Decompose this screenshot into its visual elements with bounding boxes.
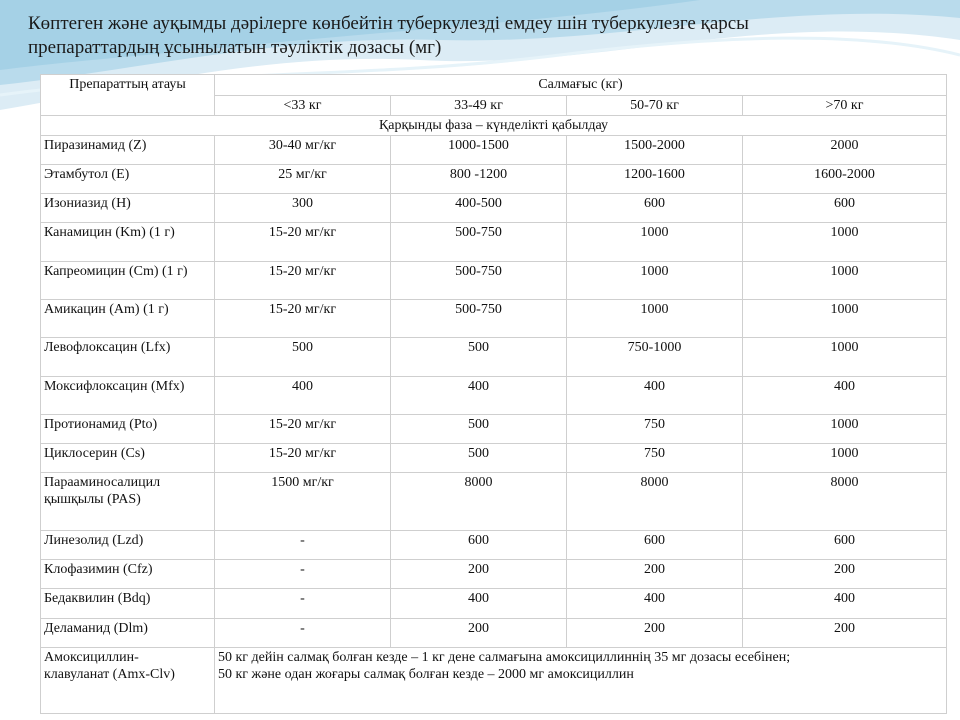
dose-cell: 15-20 мг/кг [215, 444, 391, 473]
dose-cell: - [215, 619, 391, 648]
drug-name: Амикацин (Am) (1 г) [41, 300, 215, 338]
dose-cell: 1000 [743, 338, 947, 377]
dose-cell: - [215, 531, 391, 560]
dose-cell: 15-20 мг/кг [215, 415, 391, 444]
dose-cell: 750-1000 [567, 338, 743, 377]
dose-cell: 8000 [743, 473, 947, 531]
drug-name-line-1: Парааминосалицил [44, 475, 161, 490]
dose-cell: 1500-2000 [567, 136, 743, 165]
drug-name-line-1: Амоксициллин- [44, 650, 139, 665]
table-row [41, 415, 947, 444]
dose-cell: 1600-2000 [743, 165, 947, 194]
dose-cell: 600 [743, 531, 947, 560]
dose-cell: 30-40 мг/кг [215, 136, 391, 165]
dose-cell: 500 [391, 415, 567, 444]
dose-cell: 1000 [743, 300, 947, 338]
dose-cell: 200 [743, 619, 947, 648]
dose-cell: 400-500 [391, 194, 567, 223]
drug-name: Этамбутол (E) [41, 165, 215, 194]
drug-name: Пиразинамид (Z) [41, 136, 215, 165]
dose-cell: 600 [391, 531, 567, 560]
dose-cell: 1000 [743, 444, 947, 473]
table-row [41, 300, 947, 338]
slide-title [28, 12, 928, 60]
dose-cell: 500-750 [391, 300, 567, 338]
dose-cell: 1000 [743, 262, 947, 300]
dose-cell: 800 -1200 [391, 165, 567, 194]
drug-name: Изониазид (H) [41, 194, 215, 223]
drug-name-line-2: клавуланат (Amx-Clv) [44, 667, 175, 682]
dose-cell: 300 [215, 194, 391, 223]
dosage-note-line-1: 50 кг дейін салмақ болған кезде – 1 кг дене салмағына амоксициллиннің 35 мг дозасы есебінен; [218, 650, 791, 665]
table-row [41, 560, 947, 589]
drug-name: Левофлоксацин (Lfx) [41, 338, 215, 377]
weight-col-header: 33-49 кг [391, 96, 567, 116]
drug-name: Клофазимин (Cfz) [41, 560, 215, 589]
table-row [41, 444, 947, 473]
dose-cell: 1000-1500 [391, 136, 567, 165]
dose-cell: 1500 мг/кг [215, 473, 391, 531]
weight-col-header: >70 кг [743, 96, 947, 116]
dose-cell: 1000 [743, 415, 947, 444]
dose-cell: 1000 [743, 223, 947, 262]
dosage-table-wrap [40, 74, 946, 714]
table-row [41, 377, 947, 415]
dose-cell: 200 [743, 560, 947, 589]
dose-cell: 400 [215, 377, 391, 415]
dose-cell: 500 [215, 338, 391, 377]
dose-cell: 15-20 мг/кг [215, 223, 391, 262]
dose-cell: 1000 [567, 223, 743, 262]
dose-cell: 15-20 мг/кг [215, 262, 391, 300]
dose-cell: 15-20 мг/кг [215, 300, 391, 338]
drug-name [41, 648, 215, 714]
slide-title-line-1: Көптеген және ауқымды дәрілерге көнбейтін туберкулезді емдеу шін туберкулезге қарсы [28, 13, 749, 34]
table-row [41, 648, 947, 714]
drug-name-line-2: қышқылы (PAS) [44, 492, 141, 507]
dose-cell: 400 [743, 377, 947, 415]
dose-cell: 8000 [567, 473, 743, 531]
table-row [41, 473, 947, 531]
dose-cell: 500-750 [391, 223, 567, 262]
dose-cell: - [215, 589, 391, 619]
table-row [41, 223, 947, 262]
table-row [41, 136, 947, 165]
dose-cell: 400 [743, 589, 947, 619]
dosage-table [40, 74, 947, 714]
dose-cell: 200 [567, 560, 743, 589]
drug-name: Моксифлоксацин (Mfx) [41, 377, 215, 415]
dosage-note [215, 648, 947, 714]
dose-cell: - [215, 560, 391, 589]
drug-name: Бедаквилин (Bdq) [41, 589, 215, 619]
table-row [41, 194, 947, 223]
table-row [41, 165, 947, 194]
dose-cell: 600 [567, 194, 743, 223]
dose-cell: 400 [567, 377, 743, 415]
table-row [41, 589, 947, 619]
table-row [41, 262, 947, 300]
dose-cell: 25 мг/кг [215, 165, 391, 194]
drug-name: Линезолид (Lzd) [41, 531, 215, 560]
drug-name: Циклосерин (Cs) [41, 444, 215, 473]
dosage-note-line-2: 50 кг және одан жоғары салмақ болған кезде – 2000 мг амоксициллин [218, 667, 634, 682]
dose-cell: 400 [567, 589, 743, 619]
dose-cell: 750 [567, 444, 743, 473]
phase-label: Қарқынды фаза – күнделікті қабылдау [41, 116, 947, 136]
drug-name-header: Препараттың атауы [41, 75, 215, 116]
drug-name: Капреомицин (Cm) (1 г) [41, 262, 215, 300]
table-row [41, 531, 947, 560]
dose-cell: 200 [391, 619, 567, 648]
table-row [41, 338, 947, 377]
dose-cell: 600 [567, 531, 743, 560]
dose-cell: 600 [743, 194, 947, 223]
dose-cell: 2000 [743, 136, 947, 165]
drug-name: Канамицин (Km) (1 г) [41, 223, 215, 262]
drug-name: Деламанид (Dlm) [41, 619, 215, 648]
dose-cell: 1000 [567, 262, 743, 300]
dose-cell: 500 [391, 338, 567, 377]
dose-cell: 500 [391, 444, 567, 473]
dose-cell: 400 [391, 589, 567, 619]
dose-cell: 750 [567, 415, 743, 444]
dose-cell: 200 [567, 619, 743, 648]
dose-cell: 500-750 [391, 262, 567, 300]
weight-col-header: 50-70 кг [567, 96, 743, 116]
table-row [41, 619, 947, 648]
table-header-row [41, 75, 947, 96]
drug-name [41, 473, 215, 531]
phase-row [41, 116, 947, 136]
dose-cell: 1200-1600 [567, 165, 743, 194]
dose-cell: 400 [391, 377, 567, 415]
drug-name: Протионамид (Pto) [41, 415, 215, 444]
dose-cell: 8000 [391, 473, 567, 531]
slide-title-line-2: препараттардың ұсынылатын тәуліктік дозасы (мг) [28, 37, 442, 58]
dose-cell: 200 [391, 560, 567, 589]
weight-col-header: <33 кг [215, 96, 391, 116]
dose-cell: 1000 [567, 300, 743, 338]
weight-header: Салмағыс (кг) [215, 75, 947, 96]
